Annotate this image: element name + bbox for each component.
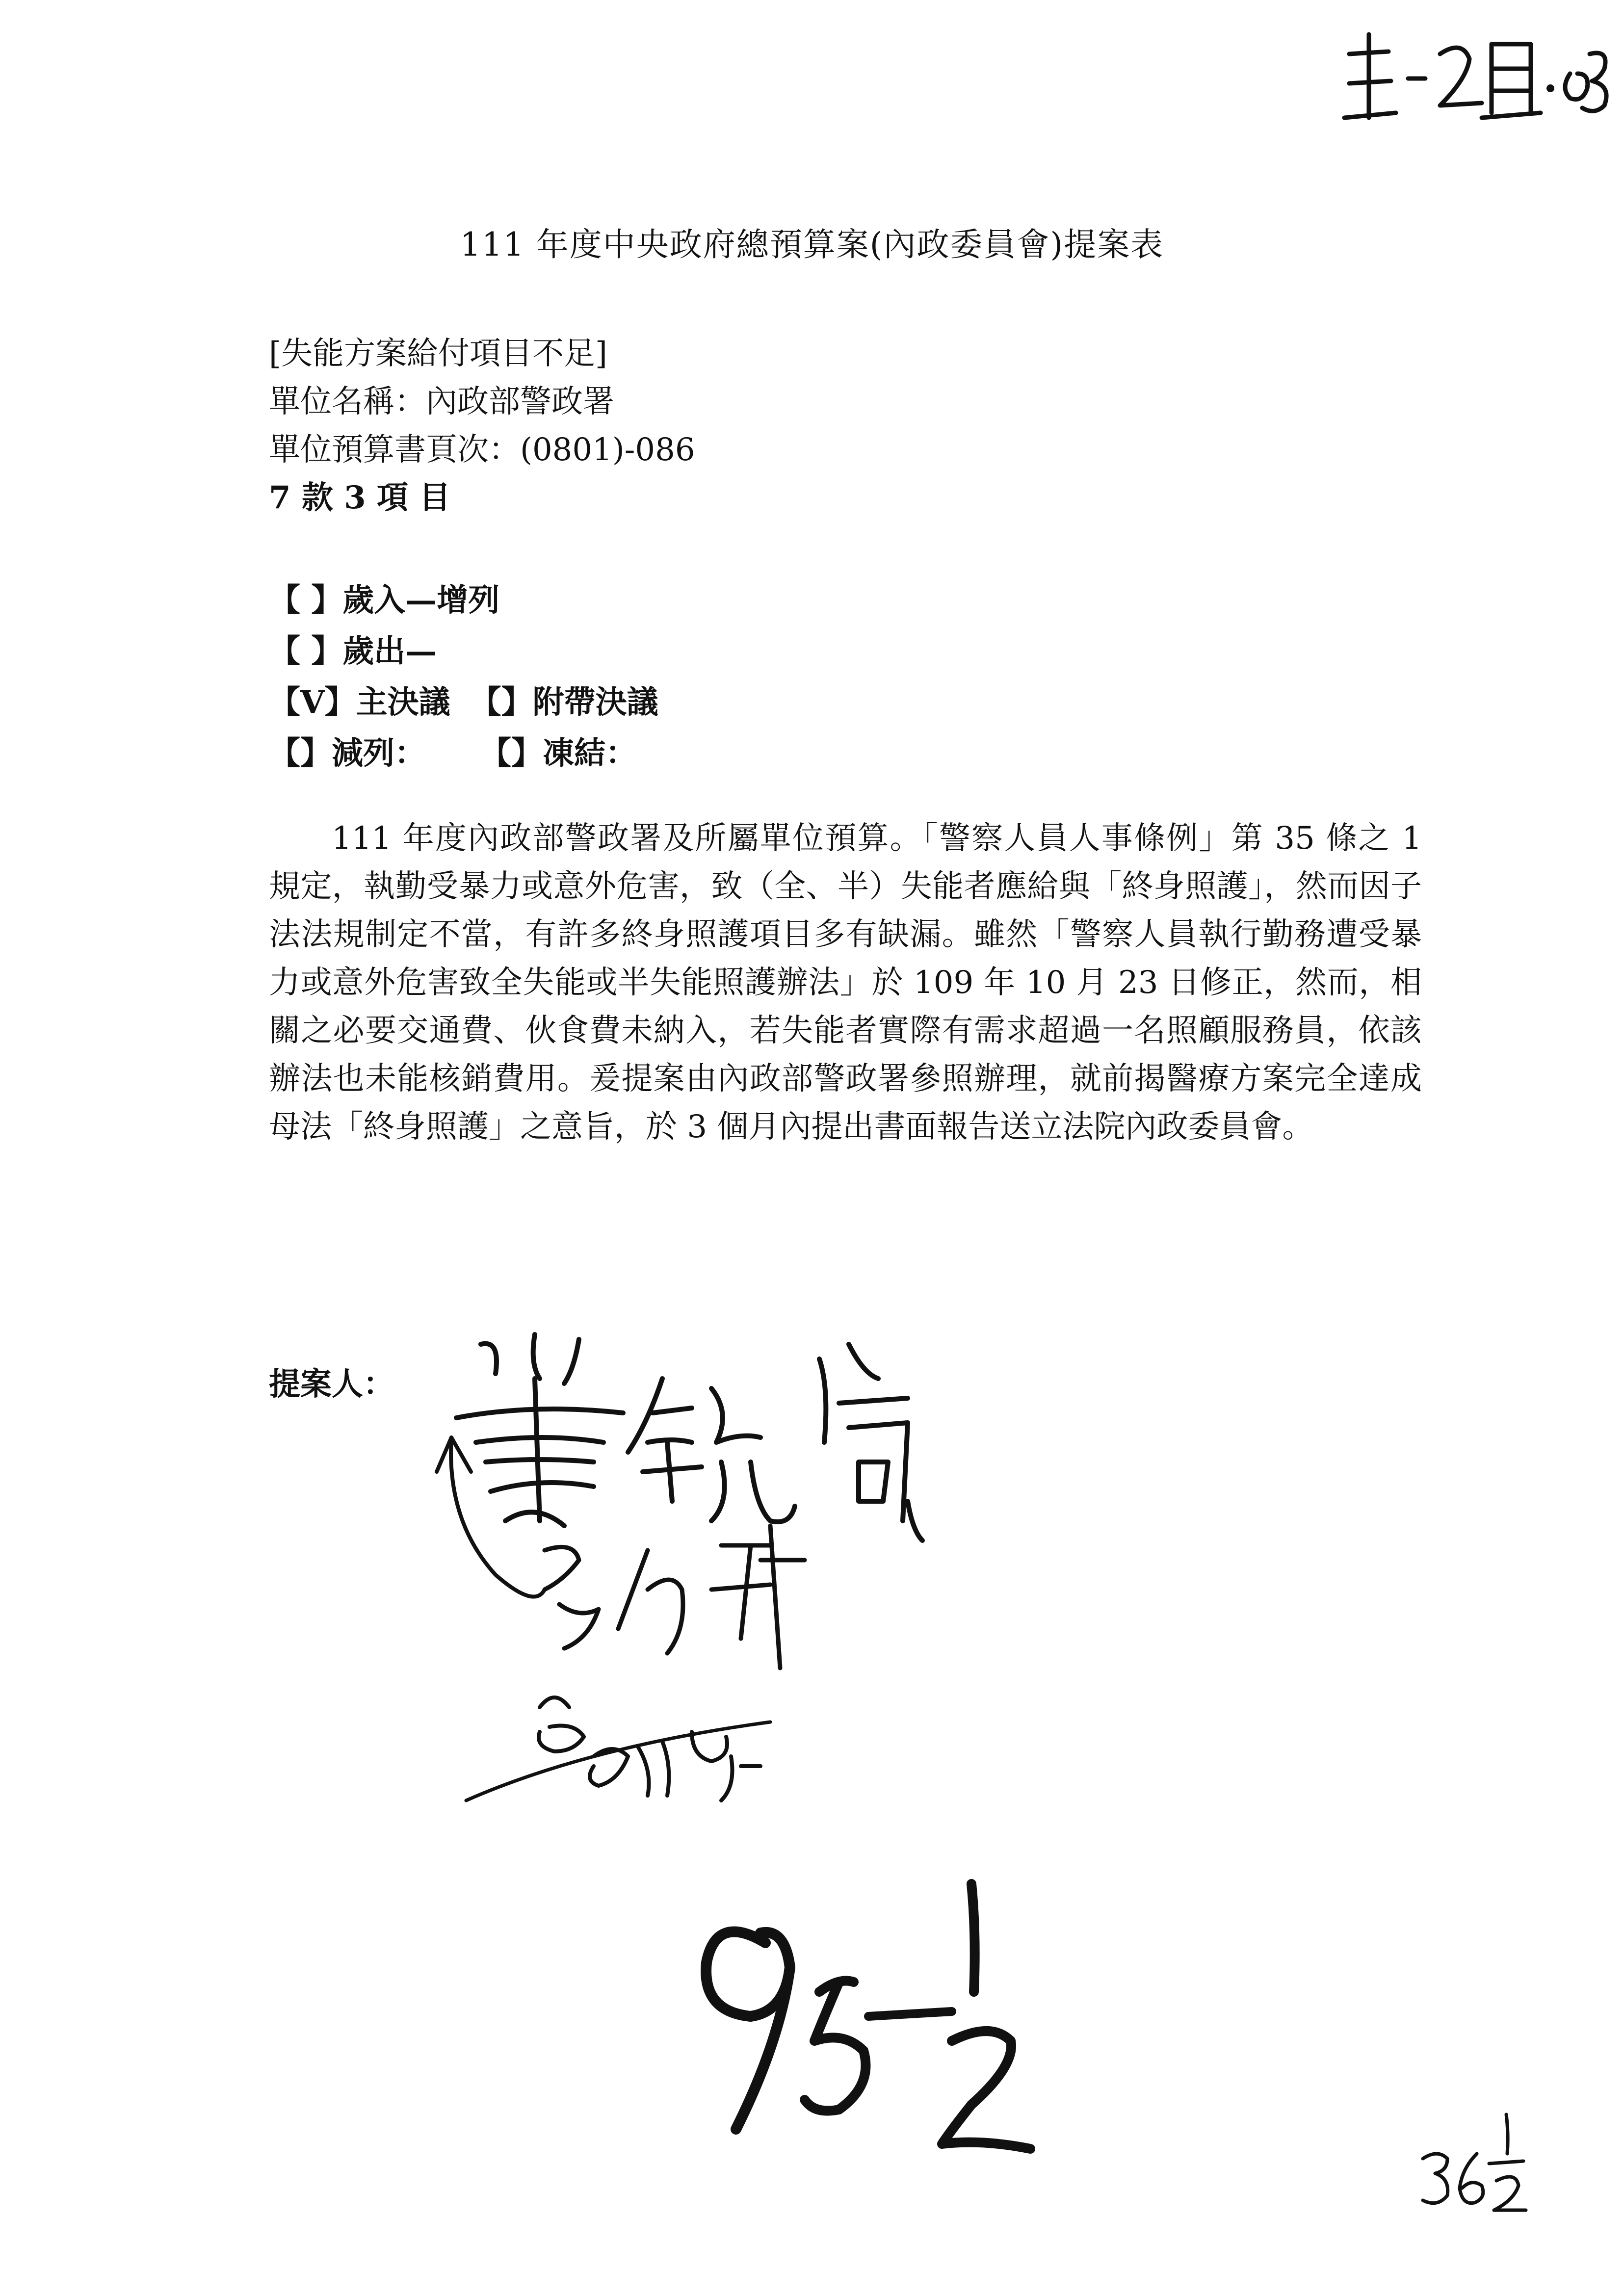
budget-page: 單位預算書頁次：(0801)-086 [269, 432, 695, 468]
option-reduce-freeze [269, 728, 658, 779]
option-reduce: 【】減列： [269, 735, 426, 772]
proposal-body: 111 年度內政部警政署及所屬單位預算。「警察人員人事條例」第 35 條之 1 規定，執勤受暴力或意外危害，致（全、半）失能者應給與「終身照護」，然而因子法法規制定不當，有許多終身照護項目多有缺漏。雖然「警察人員執行勤務遭受暴力或意外危害致全失能或半失能照護辦法」於 109 年 10 月 23 日修正，然而，相關之必要交通費、伙食費未納入，若失能者實際有需求超過一名照顧服務員，依該辦法也未能核銷費用。爰提案由內政部警政署參照辦理，就前揭醫療方案完全達成母法「終身照護」之意旨，於 3 個月內提出書面報告送立法院內政委員會。 [269, 820, 1422, 1145]
proposal-meta [269, 330, 695, 522]
proposer-label: 提案人： [269, 1366, 394, 1403]
handwritten-small-number [1413, 2100, 1541, 2227]
option-main-resolution: 【V】主決議 [269, 684, 450, 721]
proposal-options [269, 575, 658, 779]
page-title: 111 年度中央政府總預算案(內政委員會)提案表 [460, 226, 1164, 263]
proposer-signatures [417, 1315, 1055, 1913]
option-freeze: 【】凍結： [480, 735, 637, 772]
option-resolutions [269, 677, 658, 728]
handwritten-page-number [677, 1854, 1079, 2188]
section-label: 7 款 3 項 目 [269, 479, 451, 516]
option-revenue: 【 】歲入—增列 [269, 582, 500, 619]
unit-name: 單位名稱：內政部警政署 [269, 384, 614, 420]
item-heading: [失能方案給付項目不足] [269, 336, 607, 372]
corner-handwritten-note [1335, 20, 1609, 132]
option-side-resolution: 【】附帶決議 [470, 684, 658, 721]
option-expenditure: 【 】歲出— [269, 633, 437, 670]
